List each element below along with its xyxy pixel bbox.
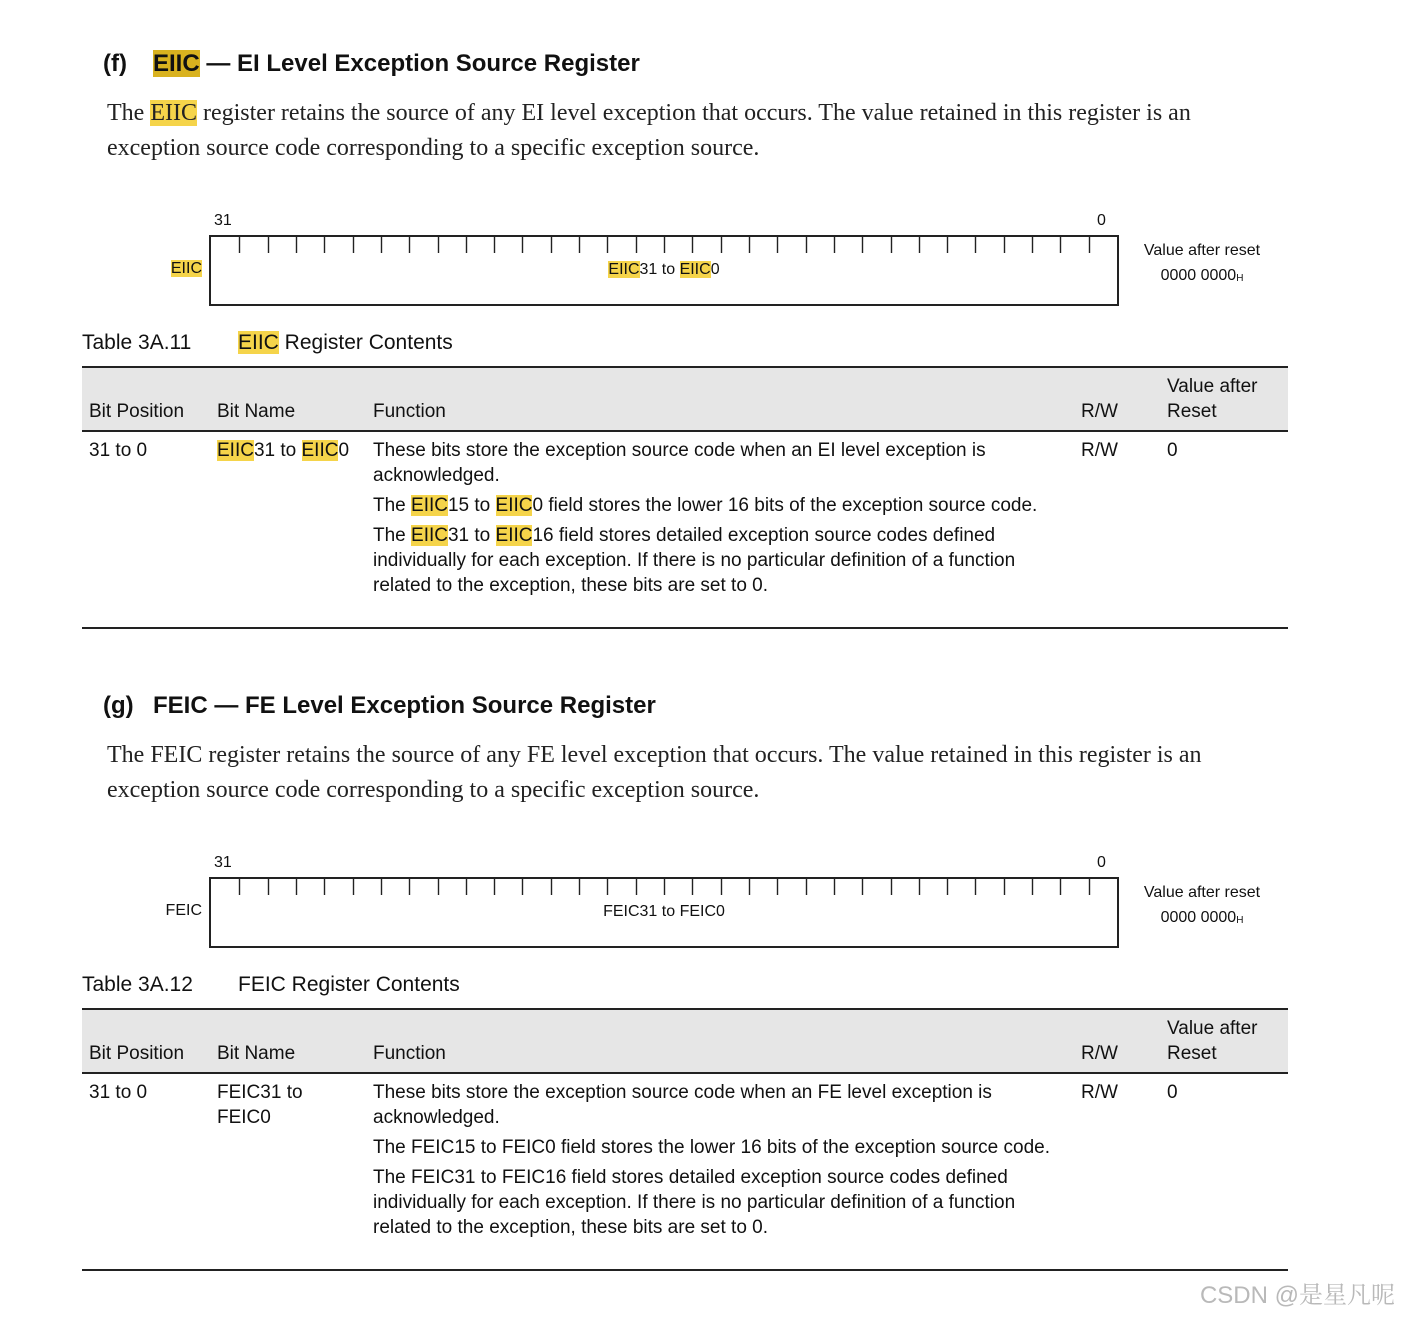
register-name: EIIC	[150, 100, 197, 126]
cell-rw: R/W	[1081, 440, 1118, 461]
header-value-after-reset: Value after Reset	[1167, 376, 1258, 422]
header-value-after-reset: Value after Reset	[1167, 1018, 1258, 1064]
section-heading	[103, 692, 656, 720]
header-function: Function	[373, 401, 446, 422]
header-rw: R/W	[1081, 401, 1118, 422]
reset-value: 0000 $0000_H$	[1160, 909, 1244, 926]
section-heading	[103, 50, 640, 78]
cell-bit-name: FEIC31 to FEIC0	[217, 1082, 303, 1128]
header-bit-name: Bit Name	[217, 1043, 296, 1064]
reset-value-label: Value after reset	[1143, 242, 1261, 259]
bit-field-label: FEIC31 to FEIC0	[603, 903, 725, 920]
description-paragraph: The FEIC register retains the source of any FE level exception that occurs. The value retained in this register is an exception source code corresponding to a specific exception source.	[107, 742, 1202, 803]
cell-reset-value: 0	[1167, 1082, 1178, 1103]
reset-value: 0000 $0000_H$	[1160, 267, 1244, 284]
cell-function	[373, 1080, 1073, 1245]
register-contents-table	[82, 1008, 1288, 1271]
cell-function	[373, 438, 1073, 603]
header-bit-position: Bit Position	[89, 401, 185, 422]
table-header-row	[82, 1008, 1288, 1074]
bit-low-label: 0	[1097, 212, 1106, 229]
register-name: EIIC	[153, 50, 200, 77]
register-name: EIIC	[238, 331, 279, 354]
table-number: Table 3A.12	[82, 973, 193, 996]
description-paragraph: The EIIC register retains the source of any EI level exception that occurs. The value retained in this register is an exception source code corresponding to a specific exception source.	[107, 100, 1191, 161]
header-rw: R/W	[1081, 1043, 1118, 1064]
table-caption: Table 3A.11 EIIC Register Contents	[82, 331, 453, 354]
register-contents-table	[82, 366, 1288, 629]
heading-title: — FE Level Exception Source Register	[207, 692, 656, 719]
diagram-register-name: FEIC	[165, 902, 202, 919]
section-tag: (f)	[103, 50, 127, 77]
header-bit-name: Bit Name	[217, 401, 296, 422]
diagram-register-name: EIIC	[170, 260, 202, 277]
reset-value-label: Value after reset	[1143, 884, 1261, 901]
register-name: FEIC	[238, 973, 286, 996]
table-row	[82, 1074, 1288, 1271]
heading-title: — EI Level Exception Source Register	[199, 50, 640, 77]
register-bit-diagram	[209, 235, 1119, 306]
table-row	[82, 432, 1288, 629]
function-line-1: These bits store the exception source code when an FE level exception is acknowledged.	[373, 1082, 992, 1128]
cell-reset-value: 0	[1167, 440, 1178, 461]
bit-high-label: 31	[214, 854, 232, 871]
bit-ticks	[211, 237, 1117, 255]
cell-bit-name: EIIC31 to EIIC0	[217, 440, 350, 461]
bit-ticks	[211, 879, 1117, 897]
register-bit-diagram	[209, 877, 1119, 948]
register-name: FEIC	[153, 692, 208, 719]
function-line-2: The FEIC15 to FEIC0 field stores the lower 16 bits of the exception source code.	[373, 1137, 1050, 1158]
register-name: FEIC	[150, 742, 203, 768]
section-tag: (g)	[103, 692, 134, 719]
function-line-3: The FEIC31 to FEIC16 field stores detailed exception source codes defined individually for each exception. If there is no particular definition of a function related to the exception, these bits are set to 0.	[373, 1167, 1016, 1238]
cell-bit-position: 31 to 0	[89, 1082, 148, 1103]
function-line-3: The EIIC31 to EIIC16 field stores detailed exception source codes defined individually for each exception. If there is no particular definition of a function related to the exception, these bits are set to 0.	[373, 525, 1016, 596]
table-number: Table 3A.11	[82, 331, 192, 354]
cell-bit-position: 31 to 0	[89, 440, 148, 461]
table-caption: Table 3A.12 FEIC Register Contents	[82, 973, 460, 996]
table-header-row	[82, 366, 1288, 432]
bit-high-label: 31	[214, 212, 232, 229]
function-line-2: The EIIC15 to EIIC0 field stores the lower 16 bits of the exception source code.	[373, 495, 1038, 516]
watermark: CSDN @是星凡呢	[1199, 1282, 1395, 1309]
header-function: Function	[373, 1043, 446, 1064]
function-line-1: These bits store the exception source code when an EI level exception is acknowledged.	[373, 440, 986, 486]
bit-low-label: 0	[1097, 854, 1106, 871]
cell-rw: R/W	[1081, 1082, 1118, 1103]
header-bit-position: Bit Position	[89, 1043, 185, 1064]
bit-field-label: EIIC31 to EIIC0	[608, 261, 720, 278]
